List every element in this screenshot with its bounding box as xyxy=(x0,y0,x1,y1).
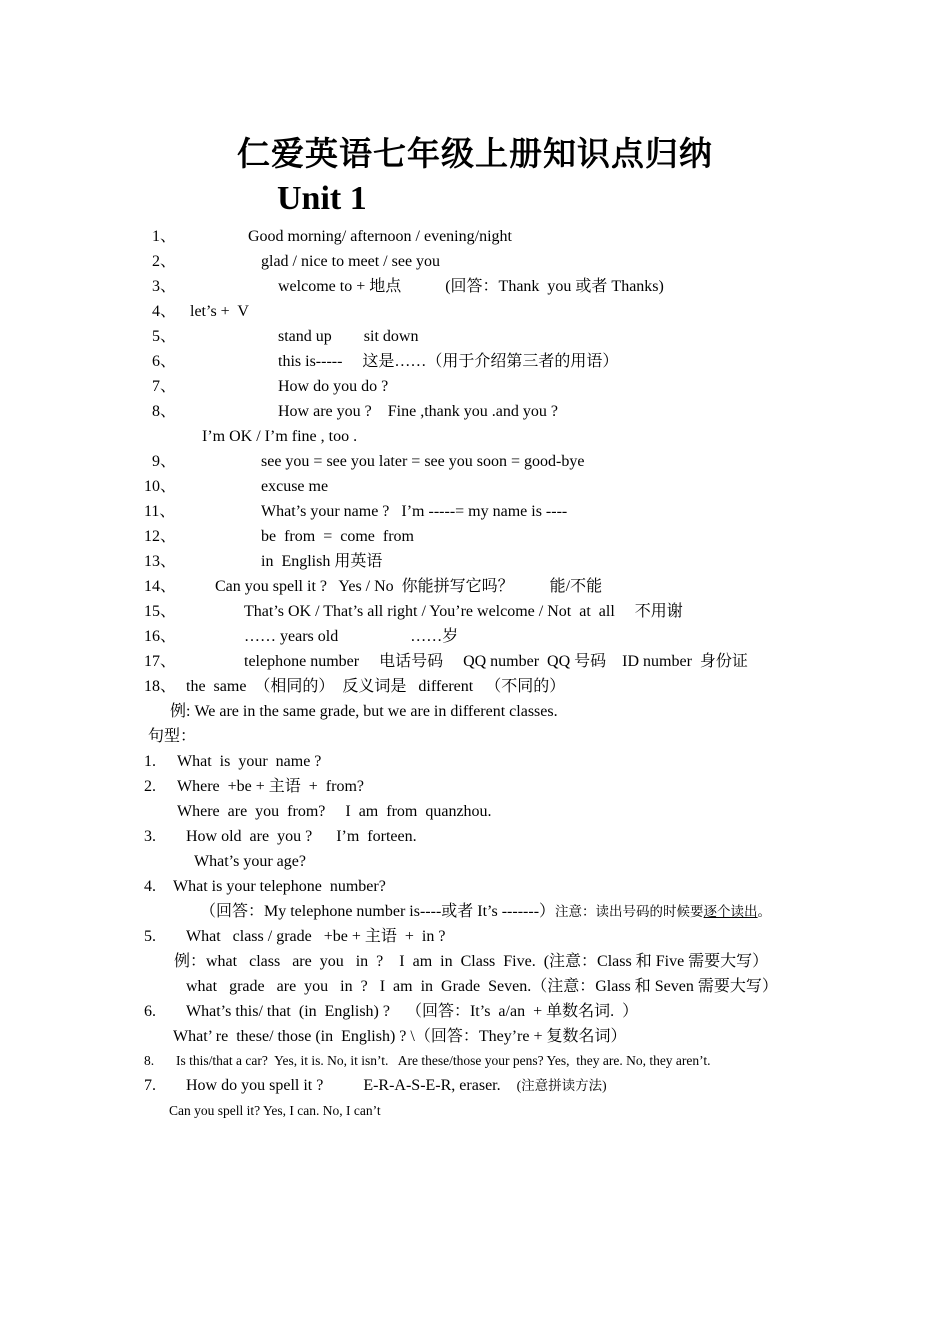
item-text: glad / nice to meet / see you xyxy=(261,253,441,270)
item-text: excuse me xyxy=(261,478,329,495)
item-text: let’s + V xyxy=(190,303,249,320)
pattern-text xyxy=(200,902,771,922)
item-text: What’s your name ? I’m -----= my name is ---- xyxy=(261,503,568,520)
item-text: …… years old ……岁 xyxy=(244,628,459,645)
item-text: stand up sit down xyxy=(278,328,419,345)
item-text: see you = see you later = see you soon = good-bye xyxy=(261,453,585,470)
pattern-text: How old are you ? I’m forteen. xyxy=(186,828,417,845)
pattern-number: 2. xyxy=(144,778,156,795)
document-title: 仁爱英语七年级上册知识点归纳 xyxy=(237,134,713,173)
pattern-text: what grade are you in ? I am in Grade Seven.（注意：Glass 和 Seven 需要大写） xyxy=(186,978,778,995)
item-number: 9、 xyxy=(152,453,177,470)
pattern-answer: （回答：My telephone number is----或者 It’s -------） xyxy=(200,903,556,920)
item-number: 2、 xyxy=(152,253,177,270)
pattern-text: 例：what class are you in ? I am in Class Five. (注意：Class 和 Five 需要大写） xyxy=(174,953,769,970)
item-number: 15、 xyxy=(144,603,177,620)
pattern-number: 1. xyxy=(144,753,156,770)
pattern-note-underlined: 逐个读出 xyxy=(703,904,758,919)
item-text: in English 用英语 xyxy=(261,553,383,570)
item-text: That’s OK / That’s all right / You’re welcome / Not at all 不用谢 xyxy=(244,603,683,620)
pattern-text: Where +be + 主语 + from? xyxy=(177,778,365,795)
item-text: How are you ? Fine ,thank you .and you ? xyxy=(278,403,558,420)
item-text: 例: We are in the same grade, but we are in different classes. xyxy=(170,703,558,720)
item-text: I’m OK / I’m fine , too . xyxy=(202,428,358,445)
item-number: 17、 xyxy=(144,653,177,670)
unit-heading: Unit 1 xyxy=(277,180,367,217)
pattern-number: 8. xyxy=(144,1053,155,1068)
item-number: 1、 xyxy=(152,228,177,245)
item-number: 11、 xyxy=(144,503,176,520)
item-number: 10、 xyxy=(144,478,177,495)
pattern-number: 4. xyxy=(144,878,156,895)
item-number: 7、 xyxy=(152,378,177,395)
item-number: 6、 xyxy=(152,353,177,370)
pattern-text: What is your name ? xyxy=(177,753,322,770)
item-number: 4、 xyxy=(152,303,177,320)
pattern-text: What’ re these/ those (in English) ? \（回答：They’re + 复数名词） xyxy=(173,1028,627,1045)
item-text: Can you spell it ? Yes / No 你能拼写它吗？ 能/不能 xyxy=(215,578,603,595)
item-number: 3、 xyxy=(152,278,177,295)
pattern-text xyxy=(186,1076,607,1096)
item-text: this is----- 这是……（用于介绍第三者的用语） xyxy=(278,353,619,370)
pattern-note: 注意：读出号码的时候要 xyxy=(555,904,704,919)
item-number: 16、 xyxy=(144,628,177,645)
item-number: 18、 xyxy=(144,678,177,695)
pattern-note: (注意拼读方法) xyxy=(516,1078,607,1093)
item-text: How do you do ? xyxy=(278,378,389,395)
item-number: 12、 xyxy=(144,528,177,545)
item-text: the same （相同的） 反义词是 different （不同的） xyxy=(186,678,566,695)
pattern-number: 3. xyxy=(144,828,156,845)
pattern-number: 7. xyxy=(144,1077,156,1094)
pattern-number: 6. xyxy=(144,1003,156,1020)
item-text: telephone number 电话号码 QQ number QQ 号码 ID number 身份证 xyxy=(244,653,748,670)
pattern-text: Where are you from? I am from quanzhou. xyxy=(177,803,492,820)
item-text: Good morning/ afternoon / evening/night xyxy=(248,228,512,245)
pattern-text: What’s your age? xyxy=(194,853,306,870)
pattern-number: 5. xyxy=(144,928,156,945)
pattern-text: What’s this/ that (in English) ? （回答：It’s a/an + 单数名词. ） xyxy=(186,1003,639,1020)
pattern-text: Can you spell it? Yes, I can. No, I can’t xyxy=(169,1103,381,1118)
pattern-note-end: 。 xyxy=(757,904,772,919)
pattern-sentence: How do you spell it ? E-R-A-S-E-R, eraser. xyxy=(186,1077,501,1094)
item-number: 5、 xyxy=(152,328,177,345)
item-number: 14、 xyxy=(144,578,177,595)
item-text: welcome to + 地点 (回答：Thank you 或者 Thanks) xyxy=(278,278,664,295)
item-number: 13、 xyxy=(144,553,177,570)
patterns-heading: 句型： xyxy=(148,728,197,745)
pattern-text: What is your telephone number? xyxy=(173,878,386,895)
item-text: be from = come from xyxy=(261,528,414,545)
item-number: 8、 xyxy=(152,403,177,420)
pattern-text: Is this/that a car? Yes, it is. No, it isn’t. Are these/those your pens? Yes, they are. No, they aren’t. xyxy=(176,1053,711,1068)
pattern-text: What class / grade +be + 主语 + in ? xyxy=(186,928,446,945)
